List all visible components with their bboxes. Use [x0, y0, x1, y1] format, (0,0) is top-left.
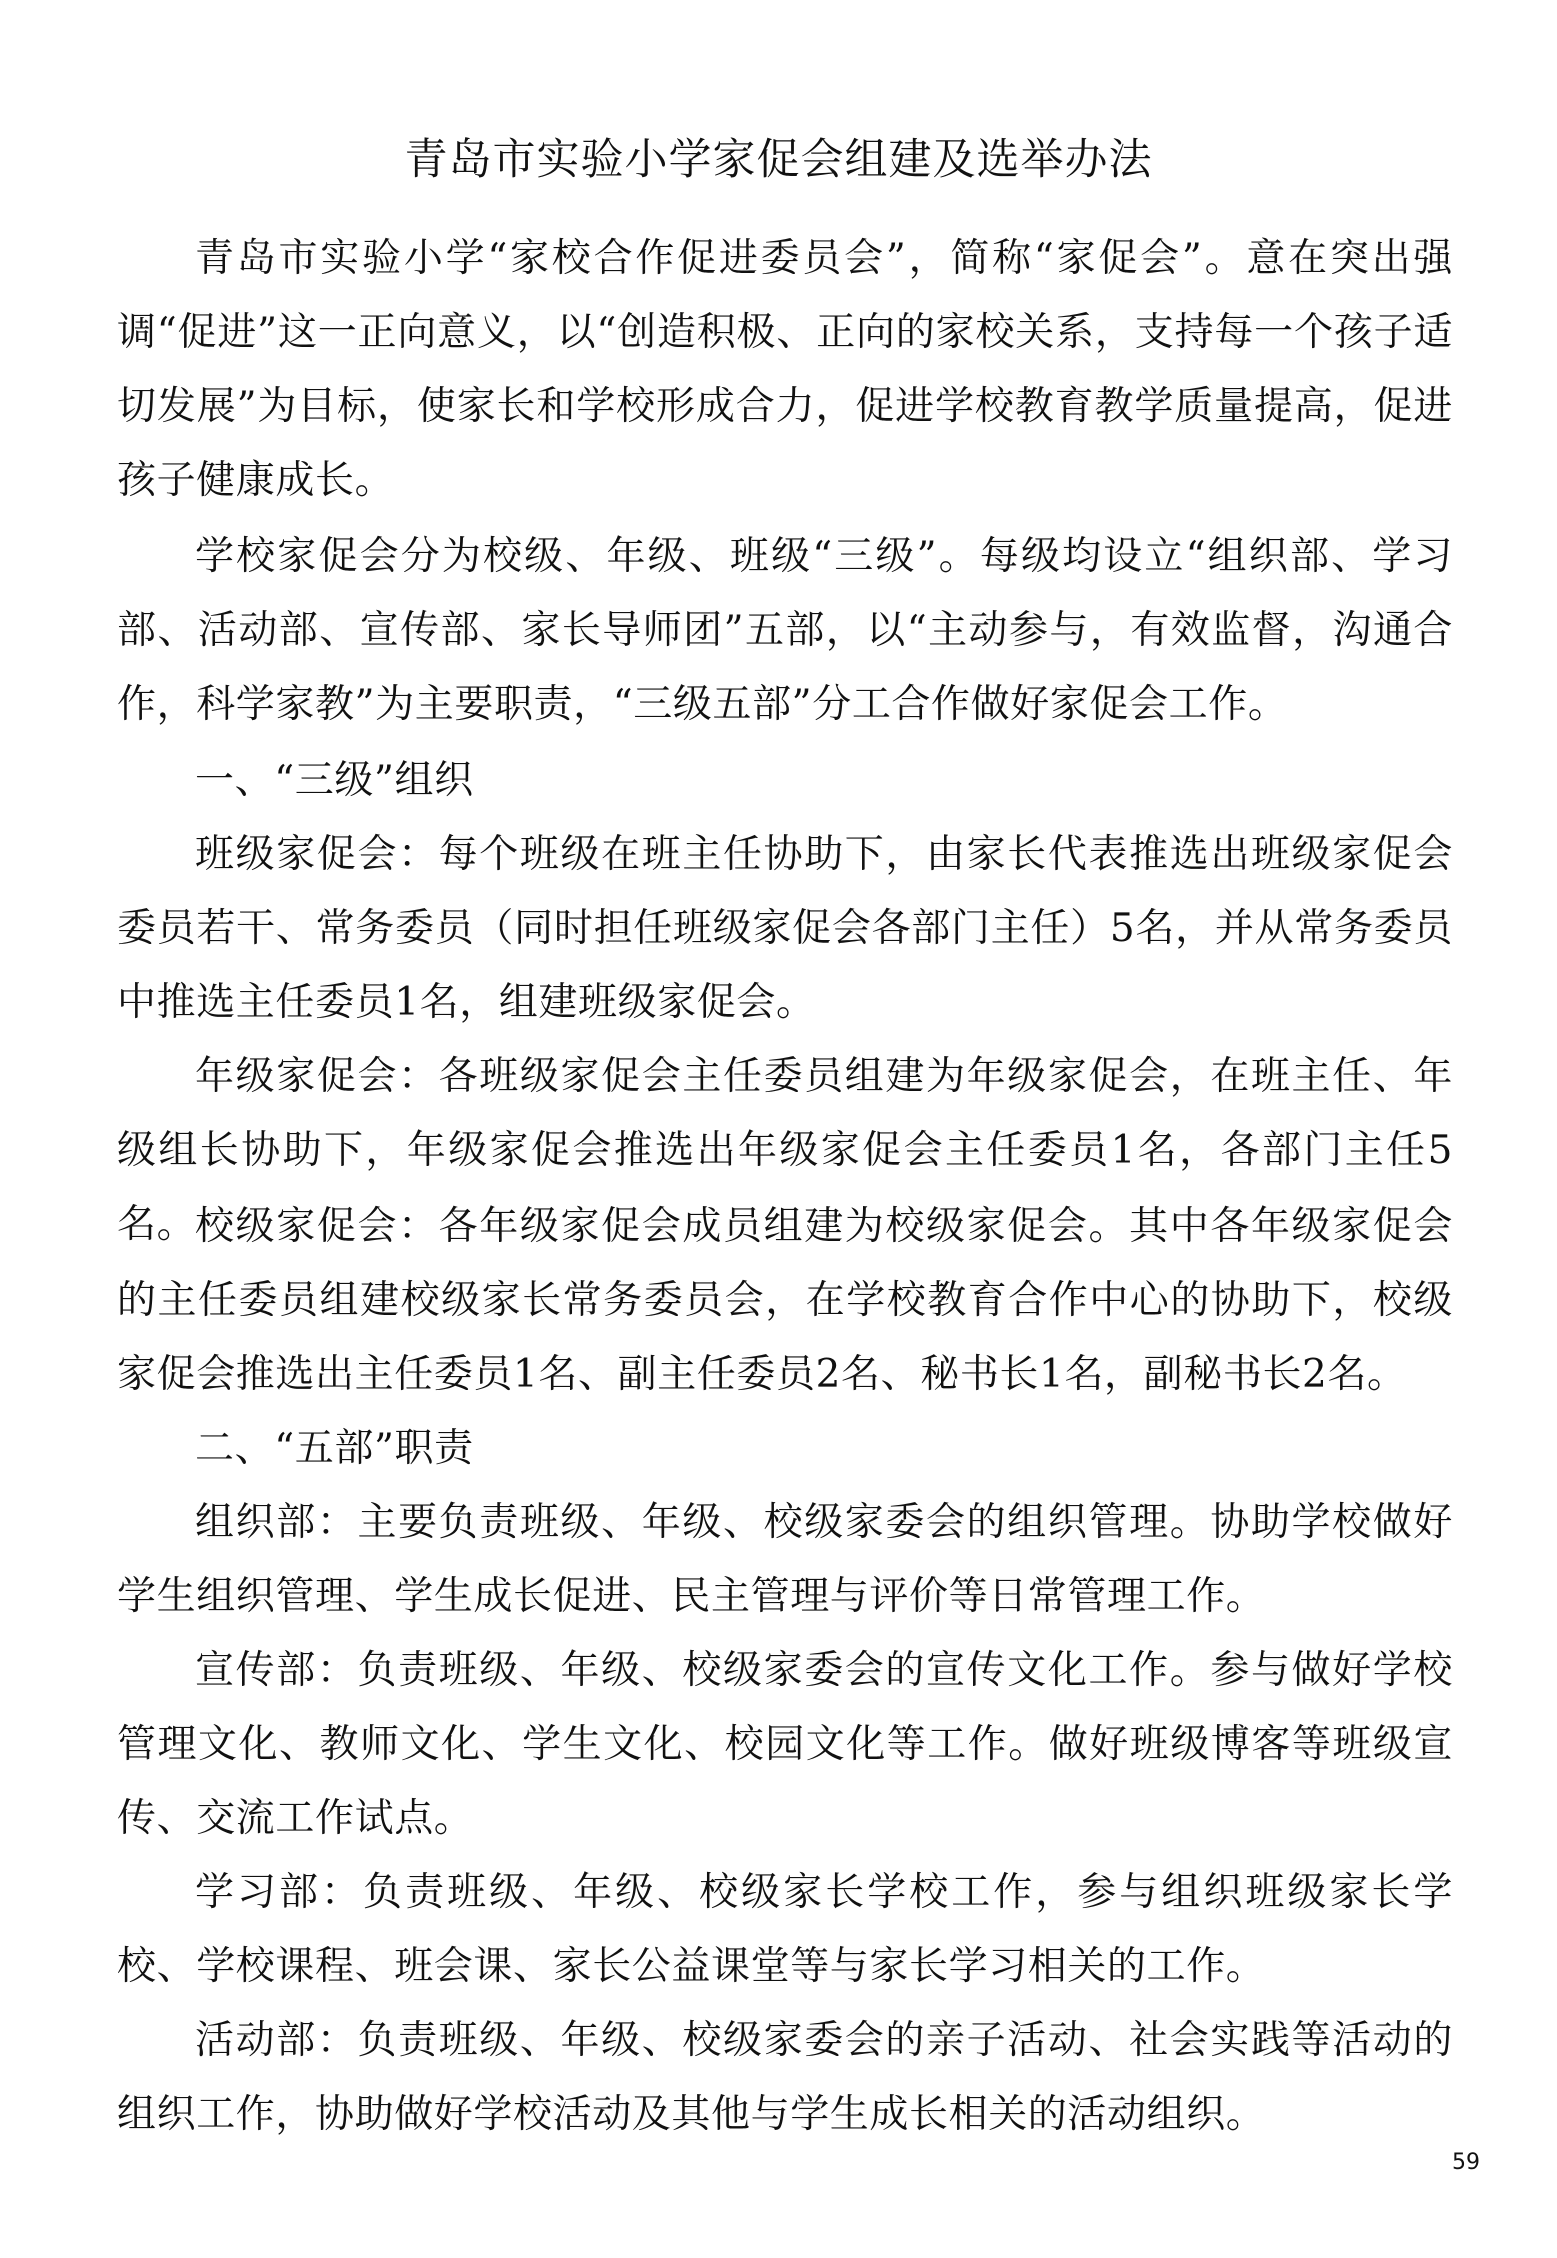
document-title: 青岛市实验小学家促会组建及选举办法	[404, 135, 1153, 185]
paragraph-class-committee: 班级家促会：每个班级在班主任协助下，由家长代表推选出班级家促会委员若干、常务委员（同时担任班级家促会各部门主任）5名，并从常务委员中推选主任委员1名，组建班级家促会。	[117, 832, 1453, 1025]
paragraph-structure: 学校家促会分为校级、年级、班级“三级”。每级均设立“组织部、学习部、活动部、宣传部、家长导师团”五部，以“主动参与，有效监督，沟通合作，科学家教”为主要职责，“三级五部”分工合作做好家促会工作。	[117, 534, 1453, 727]
paragraph-grade-committee: 年级家促会：各班级家促会主任委员组建为年级家促会，在班主任、年级组长协助下，年级家促会推选出年级家促会主任委员1名，各部门主任5名。	[117, 1054, 1453, 1247]
paragraph-school-committee: 校级家促会：各年级家促会成员组建为校级家促会。其中各年级家促会的主任委员组建校级家长常务委员会，在学校教育合作中心的协助下，校级家促会推选出主任委员1名、副主任委员2名、秘书长1名，副秘书长2名。	[117, 1204, 1453, 1397]
paragraph-organization-dept: 组织部：主要负责班级、年级、校级家委会的组织管理。协助学校做好学生组织管理、学生成长促进、民主管理与评价等日常管理工作。	[117, 1500, 1453, 1619]
paragraph-publicity-dept: 宣传部：负责班级、年级、校级家委会的宣传文化工作。参与做好学校管理文化、教师文化、学生文化、校园文化等工作。做好班级博客等班级宣传、交流工作试点。	[117, 1648, 1453, 1841]
section-heading-five-departments: 二、“五部”职责	[195, 1426, 474, 1471]
paragraph-intro: 青岛市实验小学“家校合作促进委员会”，简称“家促会”。意在突出强调“促进”这一正向意义，以“创造积极、正向的家校关系，支持每一个孩子适切发展”为目标，使家长和学校形成合力，促进学校教育教学质量提高，促进孩子健康成长。	[117, 236, 1453, 503]
paragraph-learning-dept: 学习部：负责班级、年级、校级家长学校工作，参与组织班级家长学校、学校课程、班会课、家长公益课堂等与家长学习相关的工作。	[117, 1870, 1453, 1989]
section-heading-three-levels: 一、“三级”组织	[195, 758, 474, 803]
page-number: 59	[1452, 2150, 1480, 2175]
paragraph-activity-dept: 活动部：负责班级、年级、校级家委会的亲子活动、社会实践等活动的组织工作，协助做好学校活动及其他与学生成长相关的活动组织。	[117, 2018, 1453, 2137]
